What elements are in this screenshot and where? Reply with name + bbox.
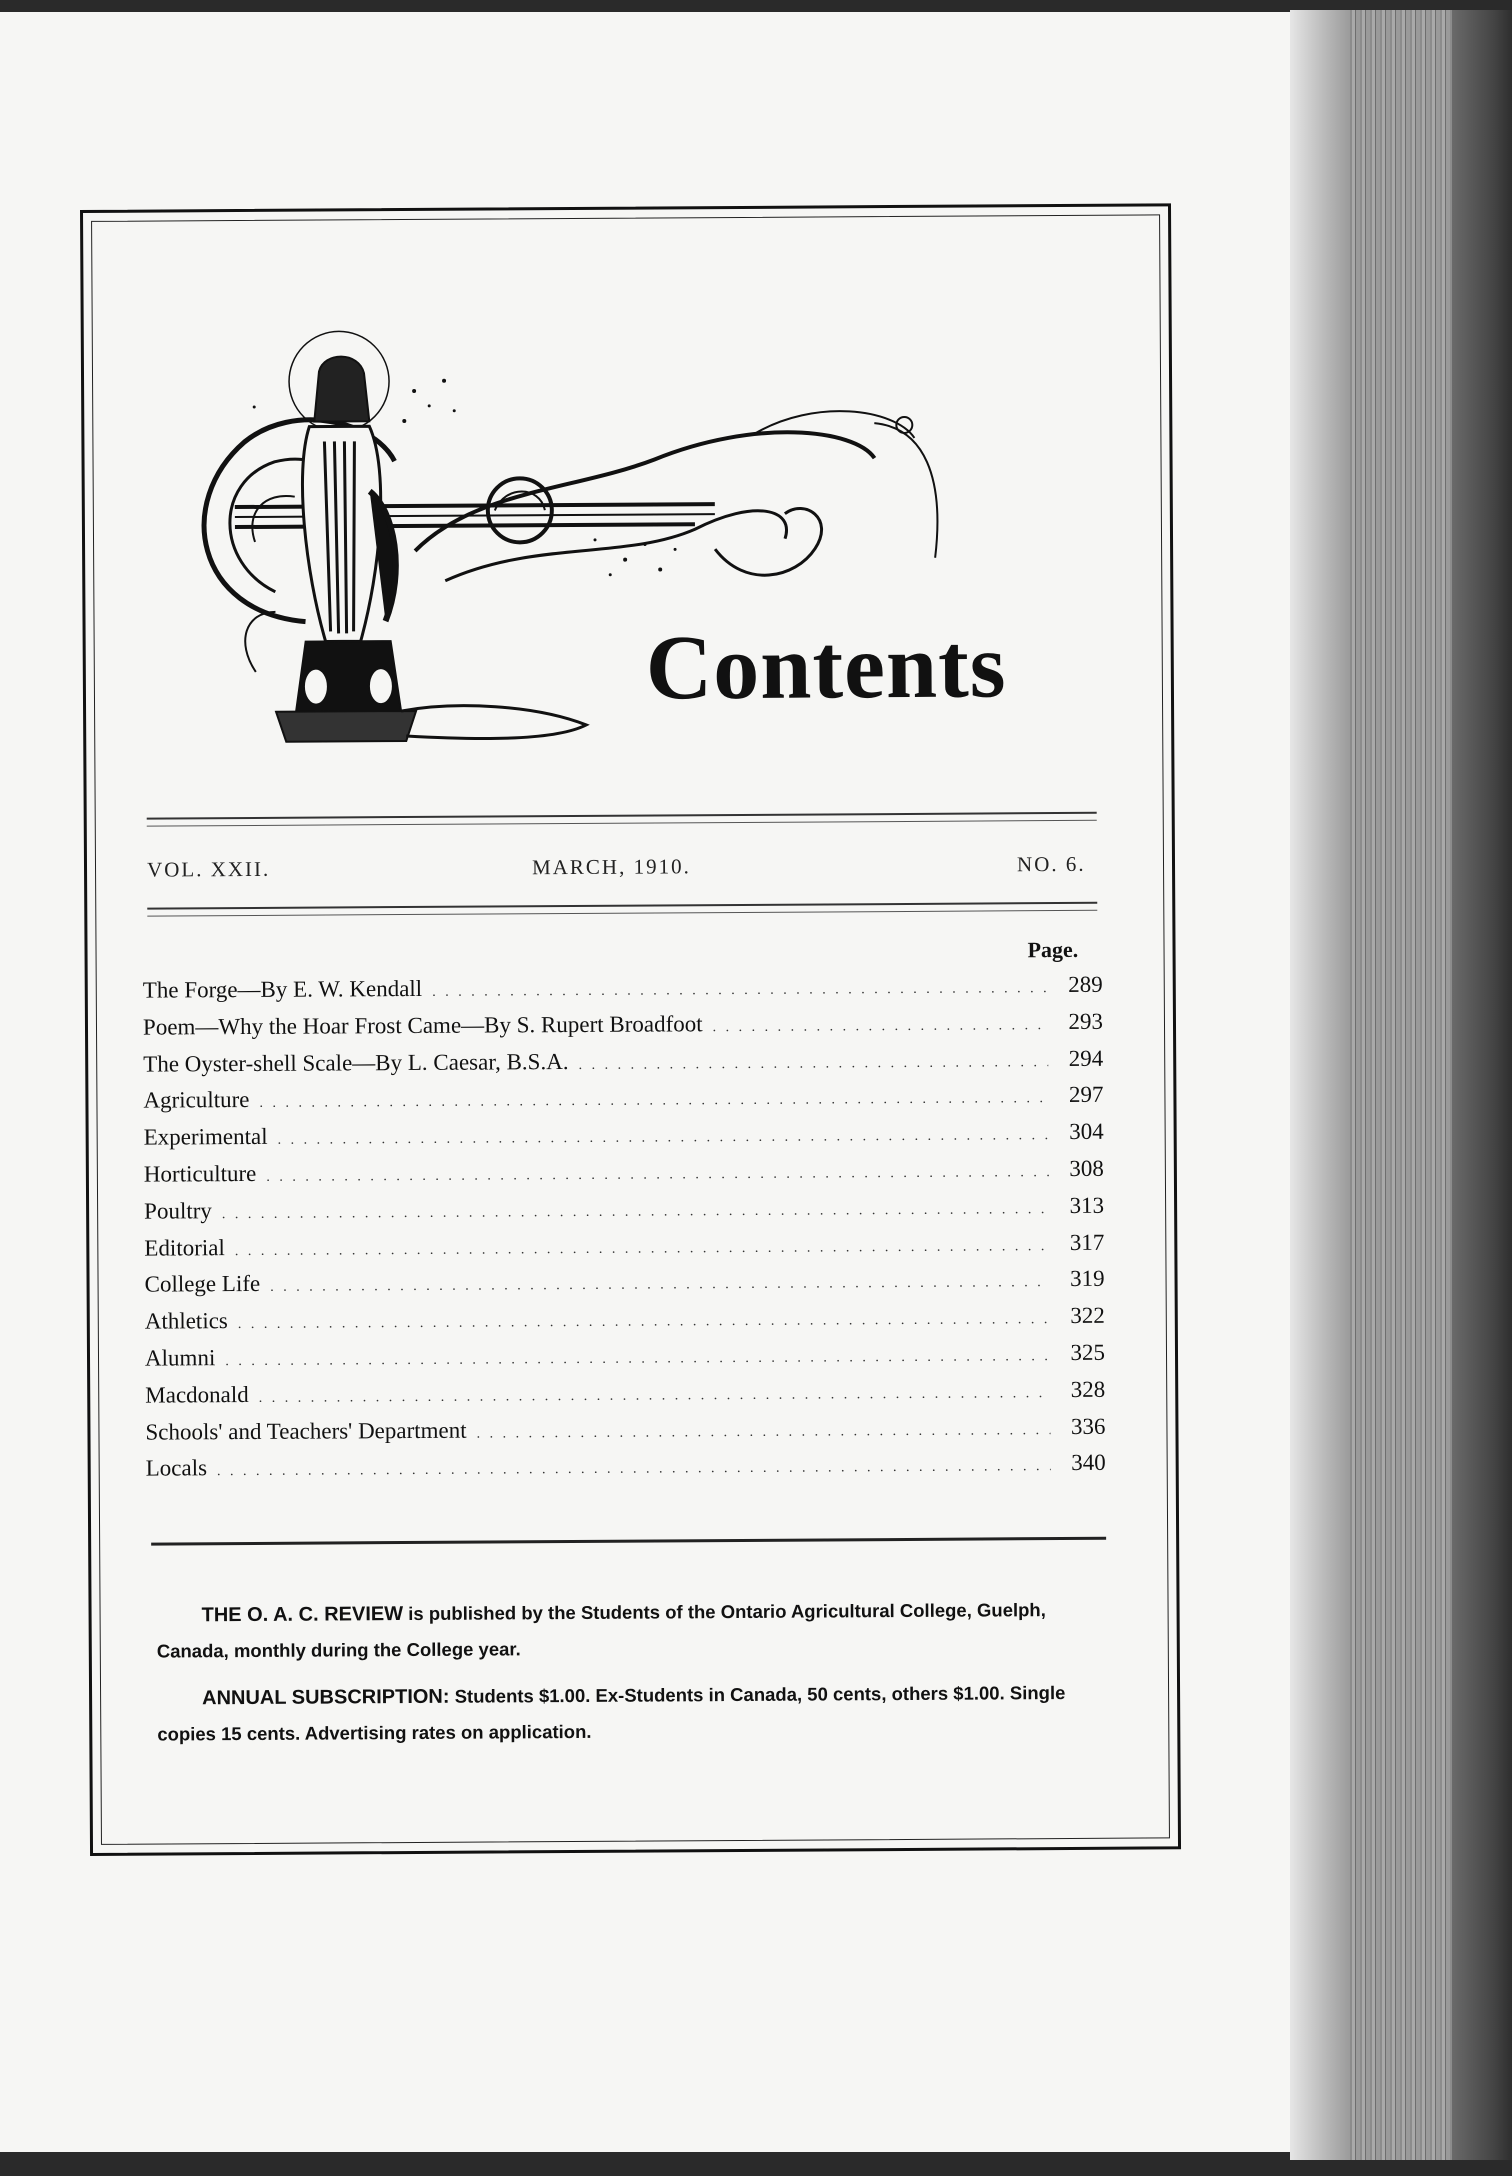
toc-entry[interactable]: Poultry . . . 313 bbox=[144, 1193, 1104, 1236]
publisher-text: is published by the Students of the Ontario Agricultural College, Guelph, Canada, monthly during the College year. bbox=[156, 1599, 1046, 1662]
issue-info bbox=[147, 852, 1102, 898]
page-column-header: Page. bbox=[1027, 936, 1079, 963]
toc-entry[interactable]: The Oyster-shell Scale—By L. Caesar, B.S.A. . . . 294 bbox=[143, 1045, 1103, 1088]
volume-label: VOL. XXII. bbox=[146, 856, 271, 882]
contents-frame bbox=[80, 203, 1181, 1856]
toc-entry[interactable]: Experimental . . . 304 bbox=[144, 1119, 1104, 1162]
toc-entry[interactable]: Locals . . . 340 bbox=[146, 1450, 1106, 1493]
table-of-contents bbox=[143, 972, 1106, 1493]
toc-entry[interactable]: College Life . . . 319 bbox=[144, 1266, 1104, 1309]
subscription-text: Students $1.00. Ex-Students in Canada, 50 cents, others $1.00. Single copies 15 cents. Advertising rates on application. bbox=[157, 1682, 1066, 1745]
publisher-statement bbox=[156, 1592, 1106, 1669]
subscription-lead: ANNUAL SUBSCRIPTION: bbox=[202, 1685, 450, 1710]
toc-entry[interactable]: Athletics . . . 322 bbox=[145, 1303, 1105, 1346]
toc-entry[interactable]: Agriculture . . . 297 bbox=[143, 1082, 1103, 1125]
toc-entry[interactable]: Schools' and Teachers' Department . . . 336 bbox=[145, 1413, 1105, 1456]
page-title: Contents bbox=[645, 614, 1007, 719]
toc-entry[interactable]: Horticulture . . . 308 bbox=[144, 1156, 1104, 1199]
publisher-lead: THE O. A. C. REVIEW bbox=[201, 1603, 404, 1627]
issue-number: NO. 6. bbox=[1016, 851, 1086, 877]
toc-entry[interactable]: Alumni . . . 325 bbox=[145, 1340, 1105, 1383]
toc-entry[interactable]: Editorial . . . 317 bbox=[144, 1229, 1104, 1272]
book-page-edges bbox=[1290, 10, 1512, 2160]
toc-entry[interactable]: The Forge—By E. W. Kendall . . . 289 bbox=[143, 972, 1103, 1015]
toc-entry[interactable]: Macdonald . . . 328 bbox=[145, 1377, 1105, 1420]
toc-entry[interactable]: Poem—Why the Hoar Frost Came—By S. Rupert Broadfoot . . . 293 bbox=[143, 1009, 1103, 1052]
publication-notice bbox=[156, 1592, 1107, 1764]
issue-date: MARCH, 1910. bbox=[531, 854, 691, 880]
subscription-statement bbox=[157, 1675, 1107, 1752]
